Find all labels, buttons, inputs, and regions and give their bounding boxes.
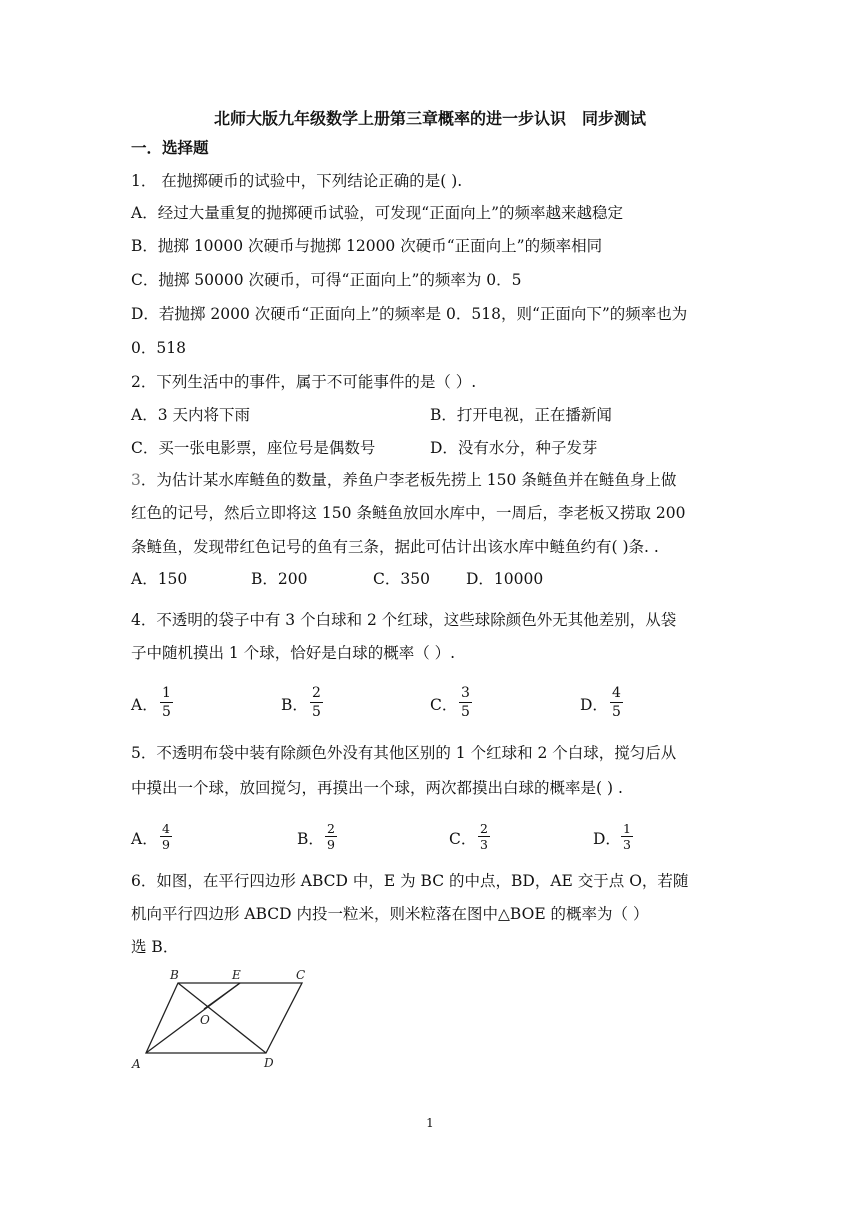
question-6-line-2: 机向平行四边形 ABCD 内投一粒米，则米粒落在图中△BOE 的概率为（ ） [131, 905, 649, 923]
label-d: D [264, 1056, 274, 1070]
question-3-text-1: ．为估计某水库鲢鱼的数量，养鱼户李老板先捞上 150 条鲢鱼并在鲢鱼身上做 [140, 471, 677, 489]
question-3-option-b: B．200 [251, 570, 308, 588]
question-5-line-1: 5．不透明布袋中装有除颜色外没有其他区别的 1 个红球和 2 个白球，搅匀后从 [131, 744, 677, 762]
question-4-line-1: 4．不透明的袋子中有 3 个白球和 2 个红球，这些球除颜色外无其他差别，从袋 [131, 611, 677, 629]
question-4-option-b-fraction [310, 684, 323, 721]
question-4-option-d-label: D． [580, 696, 608, 714]
question-6-line-1: 6．如图，在平行四边形 ABCD 中，E 为 BC 的中点，BD，AE 交于点 O，若随 [131, 872, 689, 890]
question-4-option-a-fraction [160, 684, 173, 721]
fraction-denominator: 3 [623, 837, 631, 852]
fraction-numerator: 1 [162, 685, 171, 701]
question-1-option-a: A．经过大量重复的抛掷硬币试验，可发现“正面向上”的频率越来越稳定 [131, 204, 624, 222]
question-5-option-b-label: B． [297, 830, 324, 848]
page-title: 北师大版九年级数学上册第三章概率的进一步认识 同步测试 [213, 109, 646, 128]
question-3-line-1 [131, 469, 676, 491]
fraction-numerator: 2 [480, 821, 488, 836]
fraction-numerator: 2 [327, 821, 335, 836]
fraction-denominator: 5 [312, 704, 321, 720]
question-4-option-c-label: C． [430, 696, 458, 714]
question-4-option-a-label: A． [131, 696, 158, 714]
question-5-line-2: 中摸出一个球，放回搅匀，再摸出一个球，两次都摸出白球的概率是( ) . [131, 779, 623, 797]
question-1-option-d: D．若抛掷 2000 次硬币“正面向上”的频率是 0．518，则“正面向下”的频率也为 [131, 305, 688, 323]
question-4-option-b-label: B． [281, 696, 308, 714]
label-a: A [132, 1057, 141, 1071]
question-5-option-c-fraction [478, 821, 490, 852]
question-3-option-d: D．10000 [466, 570, 544, 588]
question-3-option-a: A．150 [131, 570, 188, 588]
parallelogram-figure [126, 964, 326, 1074]
question-3-number: 3 [131, 471, 141, 489]
question-1-option-b: B．抛掷 10000 次硬币与抛掷 12000 次硬币“正面向上”的频率相同 [131, 237, 603, 255]
fraction-denominator: 3 [480, 837, 488, 852]
fraction-numerator: 4 [612, 685, 621, 701]
question-5-option-a-label: A． [131, 830, 158, 848]
fraction-numerator: 2 [312, 685, 321, 701]
label-c: C [296, 968, 306, 982]
question-5-option-d-label: D． [593, 830, 621, 848]
section-heading: 一．选择题 [131, 138, 209, 157]
question-4-option-d-fraction [610, 684, 623, 721]
segment-eo [204, 983, 240, 1009]
fraction-denominator: 9 [162, 837, 170, 852]
fraction-denominator: 5 [461, 704, 470, 720]
question-5-option-b-fraction [325, 821, 337, 852]
question-1-stem: 1． 在抛掷硬币的试验中，下列结论正确的是( ). [131, 172, 463, 190]
question-1-option-d-cont: 0．518 [131, 339, 186, 357]
question-5-option-c-label: C． [449, 830, 477, 848]
question-3-option-c: C．350 [373, 570, 430, 588]
fraction-denominator: 9 [327, 837, 335, 852]
question-5-option-d-fraction [621, 821, 633, 852]
fraction-numerator: 4 [162, 821, 170, 836]
question-2-option-a: A．3 天内将下雨 [131, 406, 250, 424]
question-2-stem: 2．下列生活中的事件，属于不可能事件的是（ ）. [131, 373, 477, 391]
question-2-option-d: D．没有水分，种子发芽 [430, 439, 598, 457]
segment-bd [178, 983, 266, 1053]
label-b: B [170, 968, 179, 982]
label-o: O [200, 1013, 210, 1027]
fraction-numerator: 3 [461, 685, 470, 701]
question-6-line-3: 选 B． [131, 938, 179, 956]
question-1-option-c: C．抛掷 50000 次硬币，可得“正面向上”的频率为 0．5 [131, 271, 522, 289]
question-2-option-b: B．打开电视，正在播新闻 [430, 406, 612, 424]
question-3-line-3: 条鲢鱼，发现带红色记号的鱼有三条，据此可估计出该水库中鲢鱼约有( )条. . [131, 538, 659, 556]
fraction-numerator: 1 [623, 821, 631, 836]
question-3-line-2: 红色的记号，然后立即将这 150 条鲢鱼放回水库中，一周后，李老板又捞取 200 [131, 504, 686, 522]
label-e: E [232, 968, 241, 982]
page-number: 1 [426, 1116, 434, 1130]
question-2-option-c: C．买一张电影票，座位号是偶数号 [131, 439, 376, 457]
question-4-line-2: 子中随机摸出 1 个球，恰好是白球的概率（ ）. [131, 644, 456, 662]
question-4-option-c-fraction [459, 684, 472, 721]
parallelogram-abcd [146, 983, 302, 1053]
fraction-denominator: 5 [612, 704, 621, 720]
fraction-denominator: 5 [162, 704, 171, 720]
question-5-option-a-fraction [160, 821, 172, 852]
